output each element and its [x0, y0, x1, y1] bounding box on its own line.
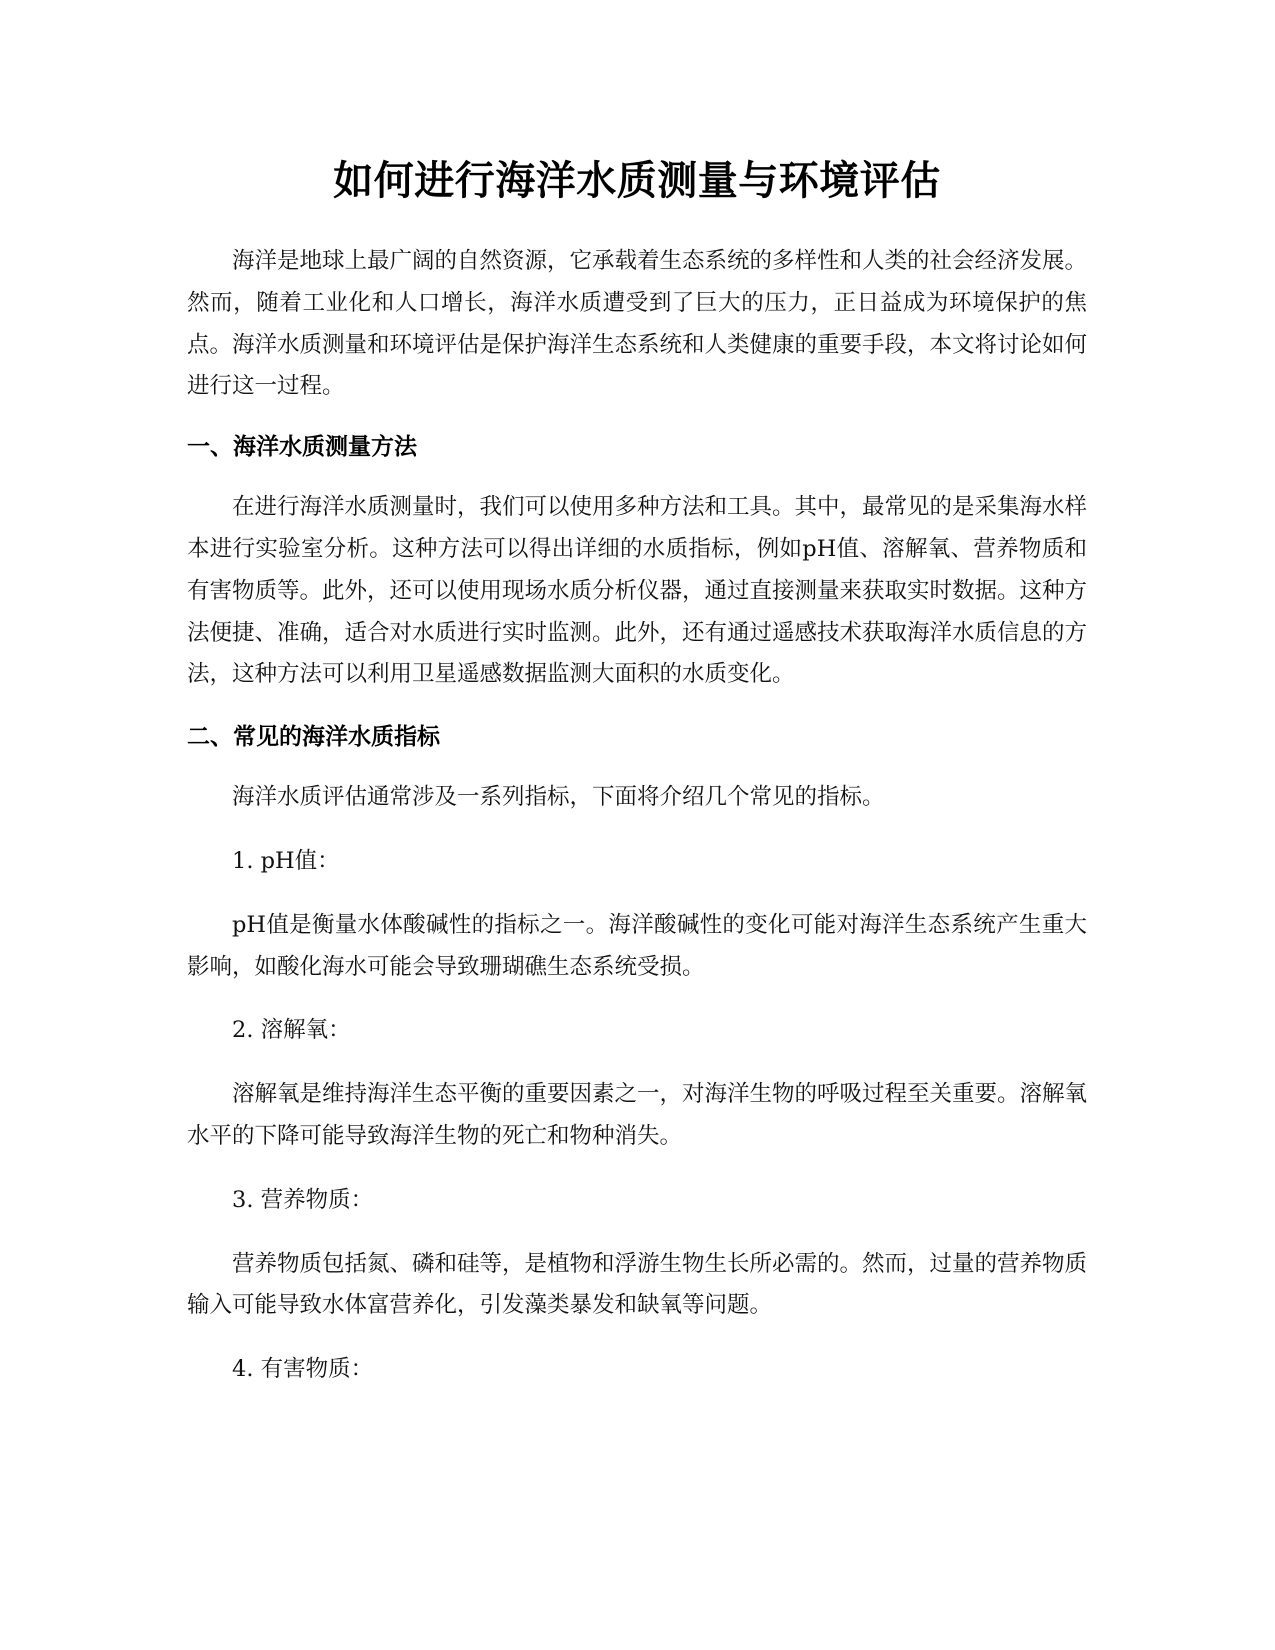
- indicator-label-harmful-substances: 4. 有害物质：: [232, 1356, 374, 1383]
- measurement-methods-paragraph: 在进行海洋水质测量时，我们可以使用多种方法和工具。其中，最常见的是采集海水样本进行实验室分析。这种方法可以得出详细的水质指标，例如pH值、溶解氧、营养物质和有害物质等。此外，还可以使用现场水质分析仪器，通过直接测量来获取实时数据。这种方法便捷、准确，适合对水质进行实时监测。此外，还有通过遥感技术获取海洋水质信息的方法，这种方法可以利用卫星遥感数据监测大面积的水质变化。: [187, 494, 1088, 688]
- indicator-body-ph: pH值是衡量水体酸碱性的指标之一。海洋酸碱性的变化可能对海洋生态系统产生重大影响，如酸化海水可能会导致珊瑚礁生态系统受损。: [187, 911, 1087, 980]
- indicators-intro-paragraph: 海洋水质评估通常涉及一系列指标，下面将介绍几个常见的指标。: [232, 784, 885, 811]
- section-heading-measurement-methods: 一、海洋水质测量方法: [187, 434, 417, 461]
- document-title: 如何进行海洋水质测量与环境评估: [333, 158, 941, 204]
- indicator-body-nutrients: 营养物质包括氮、磷和硅等，是植物和浮游生物生长所必需的。然而，过量的营养物质输入可能导致水体富营养化，引发藻类暴发和缺氧等问题。: [187, 1250, 1088, 1319]
- indicator-label-dissolved-oxygen: 2. 溶解氧：: [232, 1017, 351, 1044]
- intro-paragraph: 海洋是地球上最广阔的自然资源，它承载着生态系统的多样性和人类的社会经济发展。然而，随着工业化和人口增长，海洋水质遭受到了巨大的压力，正日益成为环境保护的焦点。海洋水质测量和环境评估是保护海洋生态系统和人类健康的重要手段，本文将讨论如何进行这一过程。: [187, 248, 1088, 400]
- indicator-label-ph: 1. pH值：: [232, 847, 340, 874]
- document-content: [187, 150, 1087, 1391]
- indicator-body-dissolved-oxygen: 溶解氧是维持海洋生态平衡的重要因素之一，对海洋生物的呼吸过程至关重要。溶解氧水平的下降可能导致海洋生物的死亡和物种消失。: [187, 1081, 1088, 1149]
- section-heading-water-quality-indicators: 二、常见的海洋水质指标: [187, 724, 440, 751]
- indicator-label-nutrients: 3. 营养物质：: [232, 1186, 374, 1213]
